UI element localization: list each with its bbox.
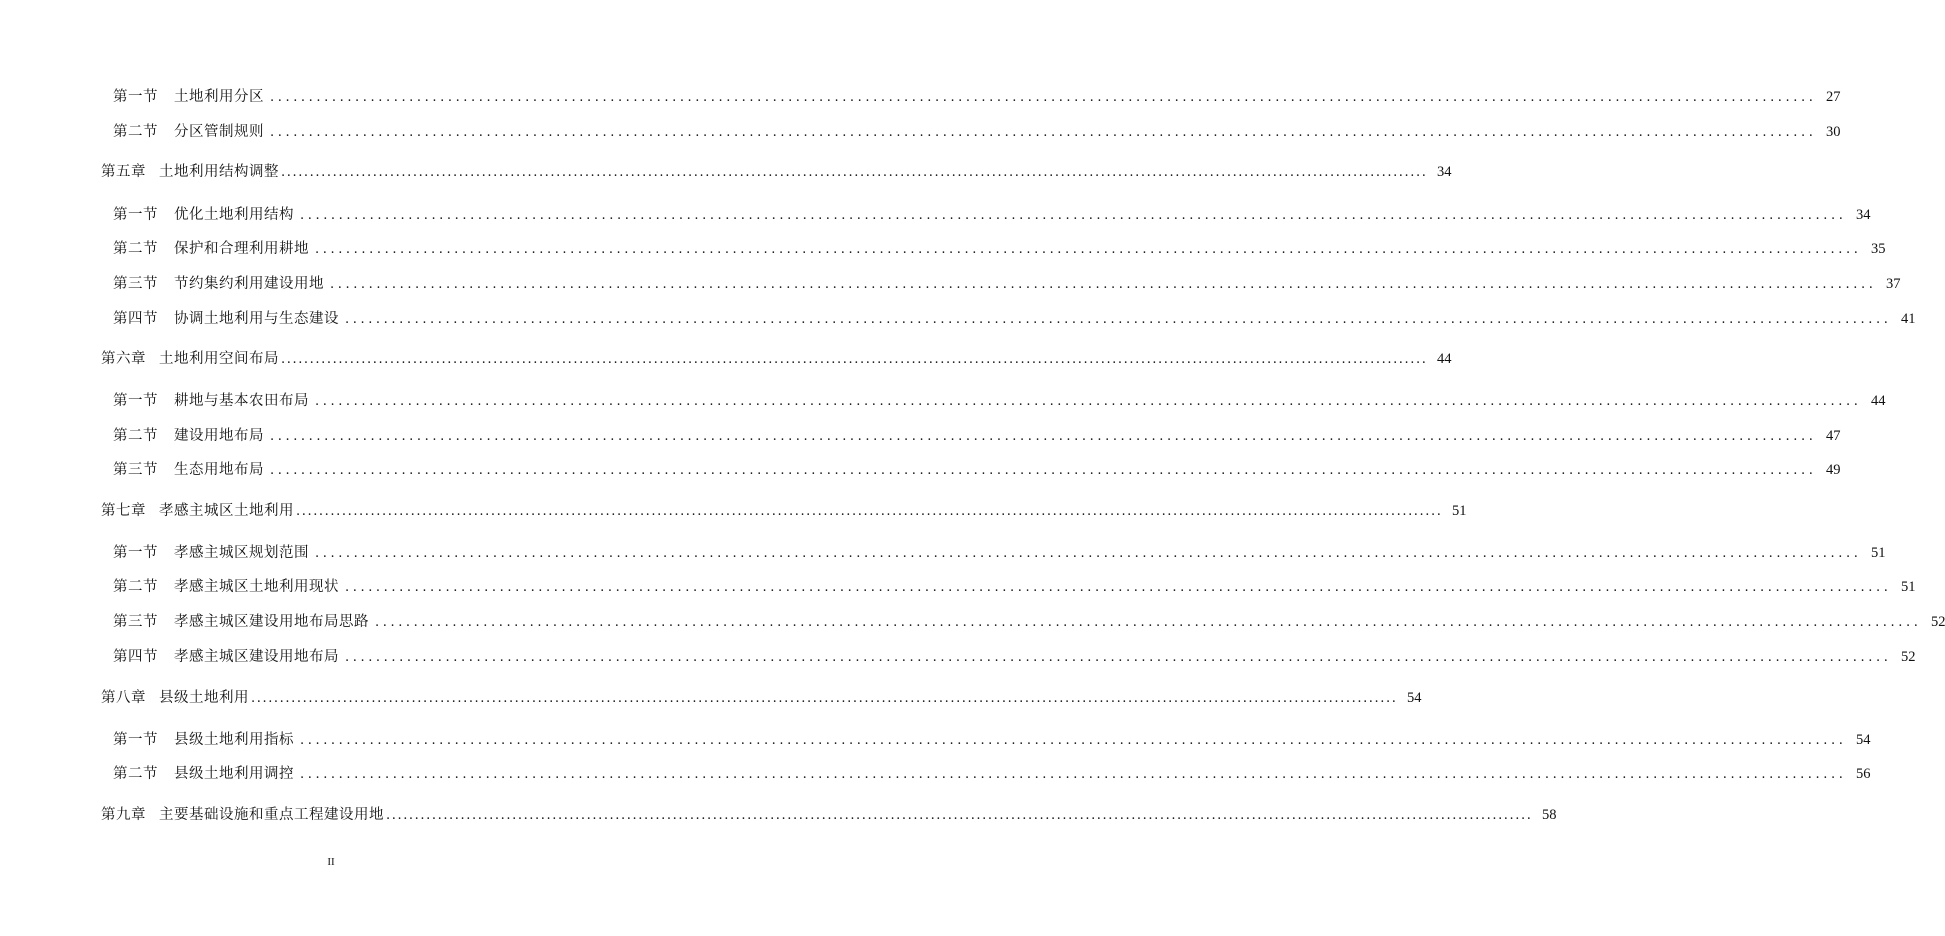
toc-entry-label [101,347,279,371]
toc-entry-label [113,728,294,752]
toc-entry-number: 第三节 [113,614,158,630]
dot-leader: ........................................................................................................................................................................................................ [270,90,1817,105]
page-number: II [327,856,335,868]
toc-entry-number: 第一节 [113,207,158,223]
toc-entry-page: 37 [1885,276,1901,292]
toc-entry-label [113,120,264,144]
toc-entry-number: 第一节 [113,732,158,748]
toc-entry-number: 第四节 [113,311,158,327]
toc-entry-number: 第七章 [101,503,146,519]
toc-entry-title: 孝感主城区土地利用现状 [174,579,339,595]
toc-entry-number: 第三节 [113,462,158,478]
toc-entry-page: 44 [1870,393,1886,409]
toc-section-entry[interactable] [113,728,1871,752]
toc-entry-page: 56 [1855,766,1871,782]
toc-section-entry[interactable] [113,424,1841,448]
toc-section-entry[interactable] [113,120,1841,144]
toc-entry-number: 第二节 [113,428,158,444]
toc-entry-page: 35 [1870,241,1886,257]
toc-entry-page: 30 [1825,124,1841,140]
dot-leader: ........................................................................................................................................................................................................ [300,767,1847,782]
toc-entry-title: 孝感主城区规划范围 [174,545,309,561]
toc-entry-number: 第三节 [113,276,158,292]
toc-entry-page: 52 [1930,614,1945,630]
toc-chapter-entry[interactable] [101,499,1467,523]
dot-leader: ........................................................................................................................................................................................................ [270,429,1817,444]
toc-chapter-entry[interactable] [101,686,1422,710]
toc-entry-title: 土地利用空间布局 [159,351,279,367]
dot-leader: ........................................................................................................................................................................................................ [345,650,1892,665]
toc-entry-number: 第二节 [113,124,158,140]
toc-entry-label [101,803,384,827]
toc-entry-page: 51 [1900,579,1916,595]
toc-section-entry[interactable] [113,541,1886,565]
toc-section-entry[interactable] [113,237,1886,261]
toc-entry-page: 27 [1825,89,1841,105]
toc-entry-title: 耕地与基本农田布局 [174,393,309,409]
toc-entry-number: 第六章 [101,351,146,367]
toc-section-entry[interactable] [113,272,1901,296]
toc-entry-number: 第二节 [113,579,158,595]
dot-leader: ........................................................................................................................................................................................................ [345,580,1892,595]
dot-leader: ........................................................................................................................................................................................................ [270,463,1817,478]
toc-section-entry[interactable] [113,85,1841,109]
toc-entry-title: 县级土地利用 [159,690,249,706]
toc-entry-title: 分区管制规则 [174,124,264,140]
toc-entry-page: 51 [1451,503,1467,519]
toc-entry-number: 第二节 [113,766,158,782]
toc-entry-label [113,237,309,261]
toc-entry-label [113,458,264,482]
toc-entry-number: 第五章 [101,164,146,180]
toc-entry-number: 第四节 [113,649,158,665]
toc-entry-label [101,160,279,184]
toc-section-entry[interactable] [113,389,1886,413]
toc-entry-page: 54 [1406,690,1422,706]
dot-leader: ........................................................................................................................................................................................................ [330,277,1877,292]
toc-entry-label [113,85,264,109]
toc-entry-number: 第一节 [113,393,158,409]
toc-entry-label [113,307,339,331]
toc-entry-label [113,424,264,448]
dot-leader: ........................................................................................................................................................................................................ [281,352,1428,367]
dot-leader: ........................................................................................................................................................................................................ [270,125,1817,140]
toc-entry-title: 保护和合理利用耕地 [174,241,309,257]
toc-entry-number: 第八章 [101,690,146,706]
toc-entry-page: 52 [1900,649,1916,665]
toc-section-entry[interactable] [113,762,1871,786]
toc-entry-page: 47 [1825,428,1841,444]
toc-section-entry[interactable] [113,203,1871,227]
toc-section-entry[interactable] [113,458,1841,482]
dot-leader: ........................................................................................................................................................................................................ [315,546,1862,561]
toc-entry-title: 孝感主城区建设用地布局思路 [174,614,369,630]
toc-entry-page: 54 [1855,732,1871,748]
dot-leader: ........................................................................................................................................................................................................ [281,165,1428,180]
toc-section-entry[interactable] [113,575,1916,599]
toc-entry-title: 协调土地利用与生态建设 [174,311,339,327]
dot-leader: ........................................................................................................................................................................................................ [300,733,1847,748]
toc-entry-page: 51 [1870,545,1886,561]
dot-leader: ........................................................................................................................................................................................................ [315,394,1862,409]
dot-leader: ........................................................................................................................................................................................................ [300,208,1847,223]
toc-entry-number: 第二节 [113,241,158,257]
toc-entry-page: 34 [1855,207,1871,223]
toc-entry-number: 第一节 [113,545,158,561]
toc-entry-title: 县级土地利用调控 [174,766,294,782]
toc-entry-page: 44 [1436,351,1452,367]
toc-entry-number: 第九章 [101,807,146,823]
toc-entry-label [113,203,294,227]
toc-chapter-entry[interactable] [101,803,1557,827]
toc-entry-label [113,389,309,413]
dot-leader: ........................................................................................................................................................................................................ [315,242,1862,257]
toc-entry-label [113,272,324,296]
toc-entry-title: 建设用地布局 [174,428,264,444]
toc-entry-label [113,610,369,634]
dot-leader: ........................................................................................................................................................................................................ [296,504,1443,519]
toc-section-entry[interactable] [113,307,1916,331]
toc-entry-page: 58 [1541,807,1557,823]
dot-leader: ........................................................................................................................................................................................................ [375,615,1922,630]
toc-entry-title: 孝感主城区建设用地布局 [174,649,339,665]
toc-section-entry[interactable] [113,610,1945,634]
dot-leader: ........................................................................................................................................................................................................ [345,312,1892,327]
dot-leader: ........................................................................................................................................................................................................ [251,691,1398,706]
toc-entry-title: 生态用地布局 [174,462,264,478]
toc-entry-page: 34 [1436,164,1452,180]
toc-entry-page: 49 [1825,462,1841,478]
toc-entry-title: 主要基础设施和重点工程建设用地 [159,807,384,823]
toc-entry-page: 41 [1900,311,1916,327]
toc-entry-label [113,762,294,786]
toc-entry-title: 土地利用结构调整 [159,164,279,180]
toc-section-entry[interactable] [113,645,1916,669]
toc-entry-label [101,686,249,710]
toc-entry-title: 节约集约利用建设用地 [174,276,324,292]
toc-entry-label [113,645,339,669]
toc-entry-label [113,575,339,599]
toc-entry-title: 孝感主城区土地利用 [159,503,294,519]
toc-entry-number: 第一节 [113,89,158,105]
toc-entry-title: 优化土地利用结构 [174,207,294,223]
toc-entry-label [113,541,309,565]
toc-chapter-entry[interactable] [101,160,1452,184]
toc-entry-title: 县级土地利用指标 [174,732,294,748]
toc-entry-label [101,499,294,523]
toc-chapter-entry[interactable] [101,347,1452,371]
toc-entry-title: 土地利用分区 [174,89,264,105]
dot-leader: ........................................................................................................................................................................................................ [386,808,1533,823]
